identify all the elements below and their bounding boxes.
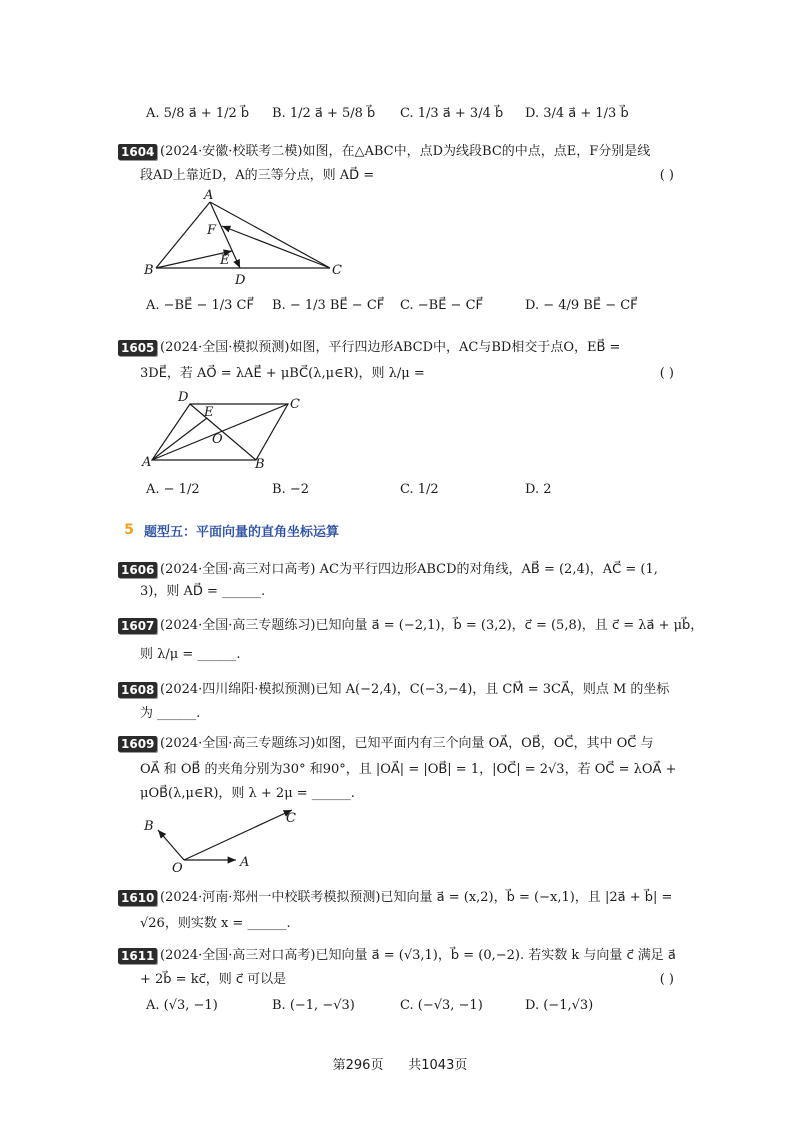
- q1604-option-a: A. −BE⃗ − 1/3 CF⃗: [146, 298, 254, 313]
- label-a: A: [240, 855, 250, 870]
- label-c: C: [286, 811, 296, 826]
- label-o: O: [172, 861, 183, 876]
- vector-ob: [158, 830, 184, 860]
- q1607-text-line2: 则 λ/μ = ______.: [140, 647, 241, 662]
- q1605-answer-paren: ( ): [659, 366, 674, 381]
- label-f: F: [207, 223, 217, 238]
- q1604-triangle-figure: [140, 188, 360, 288]
- q1610-number: 1610: [118, 890, 157, 906]
- q1608-text-line1: (2024·四川绵阳·模拟预测)已知 A(−2,4)，C(−3,−4)，且 CM⃗ = 3CA⃗，则点 M 的坐标: [160, 682, 670, 697]
- q1605-option-d: D. 2: [525, 482, 552, 497]
- label-b: B: [255, 457, 265, 470]
- q1605-number: 1605: [118, 340, 157, 356]
- section-header: [118, 518, 339, 542]
- q1611-option-c: C. (−√3, −1): [400, 998, 483, 1013]
- q1604-text-line2: 段AD上靠近D，A的三等分点，则 AD⃗ =: [140, 168, 375, 183]
- q1609-text-line3: μOB⃗(λ,μ∈R)，则 λ + 2μ = ______.: [140, 786, 355, 801]
- q1611-option-a: A. (√3, −1): [146, 998, 218, 1013]
- q1606-number: 1606: [118, 562, 157, 578]
- vector-oc: [184, 810, 292, 860]
- q1604-number: 1604: [118, 144, 157, 160]
- q1603-option-a: A. 5/8 a⃗ + 1/2 b⃗: [146, 106, 250, 121]
- vector-cf: [222, 226, 330, 268]
- q1611-option-d: D. (−1,√3): [525, 998, 594, 1013]
- label-o: O: [212, 432, 223, 447]
- q1605-option-a: A. − 1/2: [146, 482, 200, 497]
- q1609-vector-figure: [140, 804, 320, 876]
- q1608-number: 1608: [118, 682, 157, 698]
- q1606-text-line1: (2024·全国·高三对口高考) AC为平行四边形ABCD的对角线，AB⃗ = (2,4)，AC⃗ = (1,: [160, 562, 658, 577]
- q1604-option-d: D. − 4/9 BE⃗ − CF⃗: [525, 298, 638, 313]
- q1607-number: 1607: [118, 618, 157, 634]
- q1603-option-b: B. 1/2 a⃗ + 5/8 b⃗: [272, 106, 376, 121]
- q1606-text-line2: 3)，则 AD⃗ = ______.: [140, 584, 266, 599]
- q1611-text-line2: + 2b⃗ = kc⃗，则 c⃗ 可以是: [140, 972, 287, 987]
- label-a: A: [142, 455, 152, 470]
- diagonal-bd: [190, 404, 256, 460]
- q1604-answer-paren: ( ): [659, 168, 674, 183]
- q1605-option-b: B. −2: [272, 482, 309, 497]
- q1611-answer-paren: ( ): [659, 972, 674, 987]
- q1604-text-line1: (2024·安徽·校联考二模)如图，在△ABC中，点D为线段BC的中点，点E，F分别是线: [160, 144, 651, 159]
- page-total: 共1043页: [408, 1058, 468, 1073]
- label-e: E: [220, 253, 230, 268]
- q1605-text-line2: 3DE⃗，若 AO⃗ = λAE⃗ + μBC⃗(λ,μ∈R)，则 λ/μ =: [140, 366, 425, 381]
- page-number: 第296页: [332, 1058, 384, 1073]
- q1609-text-line1: (2024·全国·高三专题练习)如图，已知平面内有三个向量 OA⃗，OB⃗，OC⃗，其中 OC⃗ 与: [160, 736, 654, 751]
- q1603-option-c: C. 1/3 a⃗ + 3/4 b⃗: [400, 106, 504, 121]
- label-e: E: [204, 405, 214, 420]
- q1603-option-d: D. 3/4 a⃗ + 1/3 b⃗: [525, 106, 629, 121]
- q1609-number: 1609: [118, 736, 157, 752]
- q1608-text-line2: 为 ______.: [140, 706, 201, 721]
- label-d: D: [178, 390, 189, 405]
- section-star-icon: 5: [124, 522, 134, 538]
- q1611-text-line1: (2024·全国·高三对口高考)已知向量 a⃗ = (√3,1)，b⃗ = (0,−2). 若实数 k 与向量 c⃗ 满足 a⃗: [160, 948, 676, 963]
- q1605-option-c: C. 1/2: [400, 482, 439, 497]
- q1609-text-line2: OA⃗ 和 OB⃗ 的夹角分别为30° 和90°，且 |OA⃗| = |OB⃗| = 1，|OC⃗| = 2√3，若 OC⃗ = λOA⃗ +: [140, 762, 677, 777]
- label-b: B: [144, 819, 154, 834]
- q1604-option-c: C. −BE⃗ − CF⃗: [400, 298, 483, 313]
- label-b: B: [144, 263, 154, 278]
- q1605-parallelogram-figure: [140, 388, 320, 470]
- q1607-text-line1: (2024·全国·高三专题练习)已知向量 a⃗ = (−2,1)，b⃗ = (3,2)，c⃗ = (5,8)，且 c⃗ = λa⃗ + μb⃗，: [160, 618, 704, 633]
- q1610-text-line1: (2024·河南·郑州一中校联考模拟预测)已知向量 a⃗ = (x,2)，b⃗ = (−x,1)，且 |2a⃗ + b⃗| =: [160, 890, 673, 905]
- label-c: C: [290, 397, 300, 412]
- q1611-option-b: B. (−1, −√3): [272, 998, 355, 1013]
- q1605-text-line1: (2024·全国·模拟预测)如图，平行四边形ABCD中，AC与BD相交于点O，EB⃗ =: [160, 340, 621, 355]
- q1611-number: 1611: [118, 948, 157, 964]
- section-title: 题型五：平面向量的直角坐标运算: [144, 524, 340, 540]
- page-footer: [0, 1054, 800, 1073]
- label-a: A: [204, 188, 214, 203]
- label-d: D: [235, 273, 246, 288]
- segment-ae: [152, 418, 207, 460]
- label-c: C: [332, 263, 342, 278]
- q1604-option-b: B. − 1/3 BE⃗ − CF⃗: [272, 298, 385, 313]
- q1610-text-line2: √26，则实数 x = ______.: [140, 916, 291, 931]
